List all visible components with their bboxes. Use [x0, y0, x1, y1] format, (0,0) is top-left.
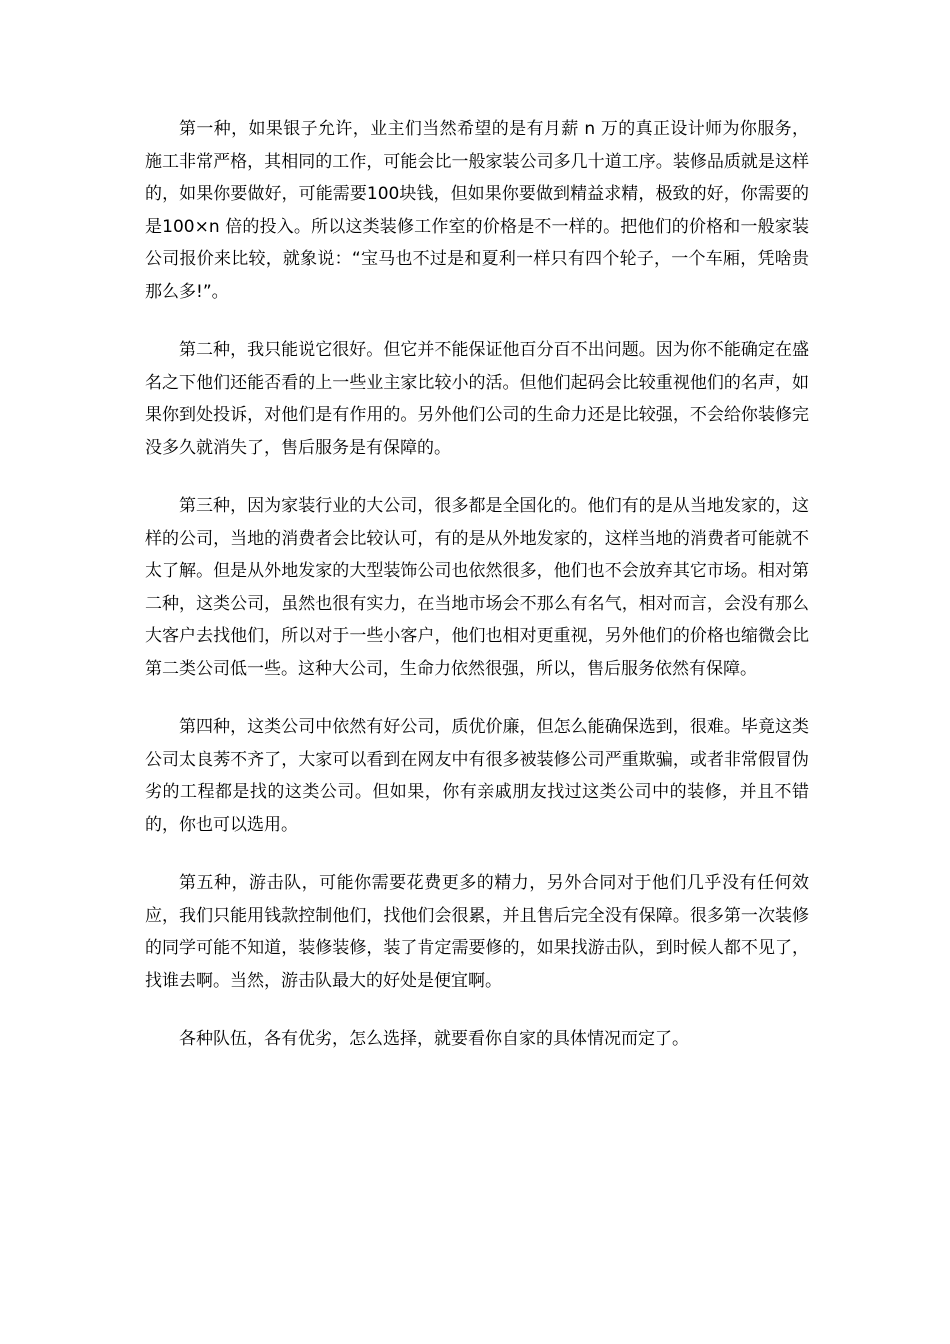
paragraph-2: 第二种，我只能说它很好。但它并不能保证他百分百不出问题。因为你不能确定在盛名之下他们还能否看的上一些业主家比较小的活。但他们起码会比较重视他们的名声，如果你到处投诉，对他们是有作用的。另外他们公司的生命力还是比较强，不会给你装修完没多久就消失了，售后服务是有保障的。 [145, 340, 809, 458]
document-body [145, 113, 809, 1082]
paragraph-5: 第五种，游击队，可能你需要花费更多的精力，另外合同对于他们几乎没有任何效应，我们只能用钱款控制他们，找他们会很累，并且售后完全没有保障。很多第一次装修的同学可能不知道，装修装修，装了肯定需要修的，如果找游击队，到时候人都不见了，找谁去啊。当然，游击队最大的好处是便宜啊。 [145, 873, 809, 991]
paragraph-3: 第三种，因为家装行业的大公司，很多都是全国化的。他们有的是从当地发家的，这样的公司，当地的消费者会比较认可，有的是从外地发家的，这样当地的消费者可能就不太了解。但是从外地发家的大型装饰公司也依然很多，他们也不会放弃其它市场。相对第二种，这类公司，虽然也很有实力，在当地市场会不那么有名气，相对而言，会没有那么大客户去找他们，所以对于一些小客户，他们也相对更重视，另外他们的价格也缩微会比第二类公司低一些。这种大公司，生命力依然很强，所以，售后服务依然有保障。 [145, 496, 809, 679]
paragraph-4: 第四种，这类公司中依然有好公司，质优价廉，但怎么能确保选到，很难。毕竟这类公司太良莠不齐了，大家可以看到在网友中有很多被装修公司严重欺骗，或者非常假冒伪劣的工程都是找的这类公司。但如果，你有亲戚朋友找过这类公司中的装修，并且不错的，你也可以选用。 [145, 717, 809, 835]
paragraph-6: 各种队伍，各有优劣，怎么选择，就要看你自家的具体情况而定了。 [179, 1029, 689, 1049]
paragraph-1: 第一种，如果银子允许，业主们当然希望的是有月薪 n 万的真正设计师为你服务，施工非常严格，其相同的工作，可能会比一般家装公司多几十道工序。装修品质就是这样的，如果你要做好，可能需要100块钱，但如果你要做到精益求精，极致的好，你需要的是100×n 倍的投入。所以这类装修工作室的价格是不一样的。把他们的价格和一般家装公司报价来比较，就象说：“宝马也不过是和夏利一样只有四个轮子，一个车厢，凭啥贵那么多!”。 [145, 119, 809, 302]
